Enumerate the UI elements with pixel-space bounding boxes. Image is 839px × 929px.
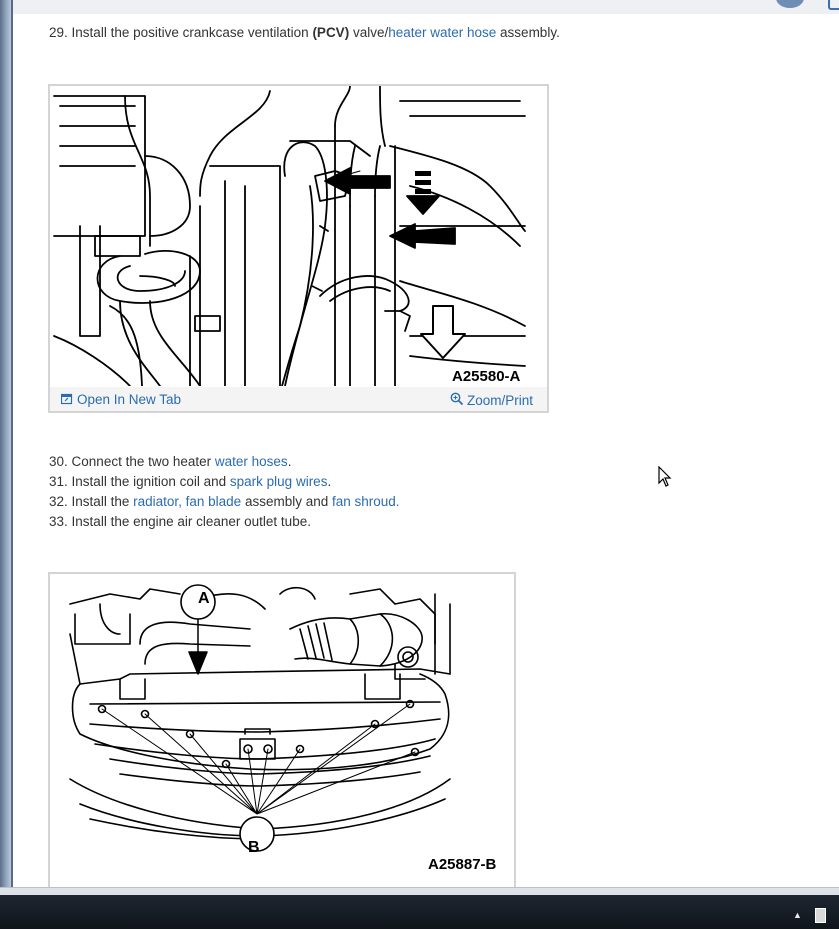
figure-pcv-valve bbox=[48, 84, 549, 413]
step-text: valve/ bbox=[349, 25, 389, 40]
step-text: Connect the two heater bbox=[71, 454, 215, 469]
zoom-print-link[interactable] bbox=[450, 392, 533, 408]
pcv-valve-illustration bbox=[50, 86, 547, 386]
figure-footer bbox=[50, 387, 547, 411]
taskbar bbox=[0, 895, 839, 929]
link-radiator[interactable]: radiator bbox=[133, 494, 179, 509]
step-29 bbox=[49, 24, 560, 42]
tray-device-icon[interactable] bbox=[815, 908, 826, 923]
link-spark-plug-wires[interactable]: spark plug wires bbox=[229, 474, 328, 489]
callout-b: B bbox=[248, 839, 260, 856]
magnifier-icon bbox=[450, 392, 464, 406]
mouse-cursor-icon bbox=[658, 466, 672, 488]
window-control-icon[interactable] bbox=[828, 0, 839, 10]
link-separator: , bbox=[178, 494, 186, 509]
link-fan-shroud[interactable]: fan shroud bbox=[332, 494, 396, 509]
step-number: 33. bbox=[49, 514, 68, 529]
step-text: assembly and bbox=[241, 494, 332, 509]
step-text: . bbox=[287, 454, 292, 469]
step-number: 31. bbox=[49, 474, 68, 489]
step-32 bbox=[49, 493, 400, 511]
step-text: . bbox=[327, 474, 332, 489]
step-number: 29. bbox=[49, 25, 68, 40]
step-number: 30. bbox=[49, 454, 68, 469]
step-bold-text: (PCV) bbox=[312, 25, 350, 40]
tray-expand-icon[interactable]: ▲ bbox=[793, 910, 802, 920]
step-text: Install the positive crankcase ventilation bbox=[71, 25, 313, 40]
link-fan-blade[interactable]: fan blade bbox=[185, 494, 242, 509]
step-33 bbox=[49, 513, 311, 531]
page-content bbox=[13, 14, 839, 887]
step-31 bbox=[49, 473, 331, 491]
open-in-new-tab-link[interactable] bbox=[61, 392, 181, 407]
figure-label: A25887-B bbox=[428, 856, 497, 873]
link-heater-water-hose[interactable]: heater water hose bbox=[388, 25, 497, 40]
figure-label: A25580-A bbox=[452, 368, 521, 385]
browser-top-bar bbox=[13, 0, 839, 15]
open-in-new-tab-label: Open In New Tab bbox=[77, 392, 182, 407]
profile-avatar-icon[interactable] bbox=[776, 0, 804, 8]
step-number: 32. bbox=[49, 494, 68, 509]
callout-a: A bbox=[198, 590, 210, 607]
step-text: . bbox=[395, 494, 400, 509]
radiator-assembly-illustration bbox=[50, 574, 514, 874]
zoom-print-label: Zoom/Print bbox=[467, 393, 534, 408]
open-new-tab-icon bbox=[61, 393, 73, 405]
step-text: assembly. bbox=[496, 25, 560, 40]
step-text: Install the engine air cleaner outlet tube. bbox=[71, 514, 311, 529]
step-text: Install the ignition coil and bbox=[71, 474, 230, 489]
link-water-hoses[interactable]: water hoses bbox=[214, 454, 288, 469]
step-text: Install the bbox=[71, 494, 134, 509]
figure-radiator-assembly bbox=[48, 572, 516, 887]
step-30 bbox=[49, 453, 291, 471]
